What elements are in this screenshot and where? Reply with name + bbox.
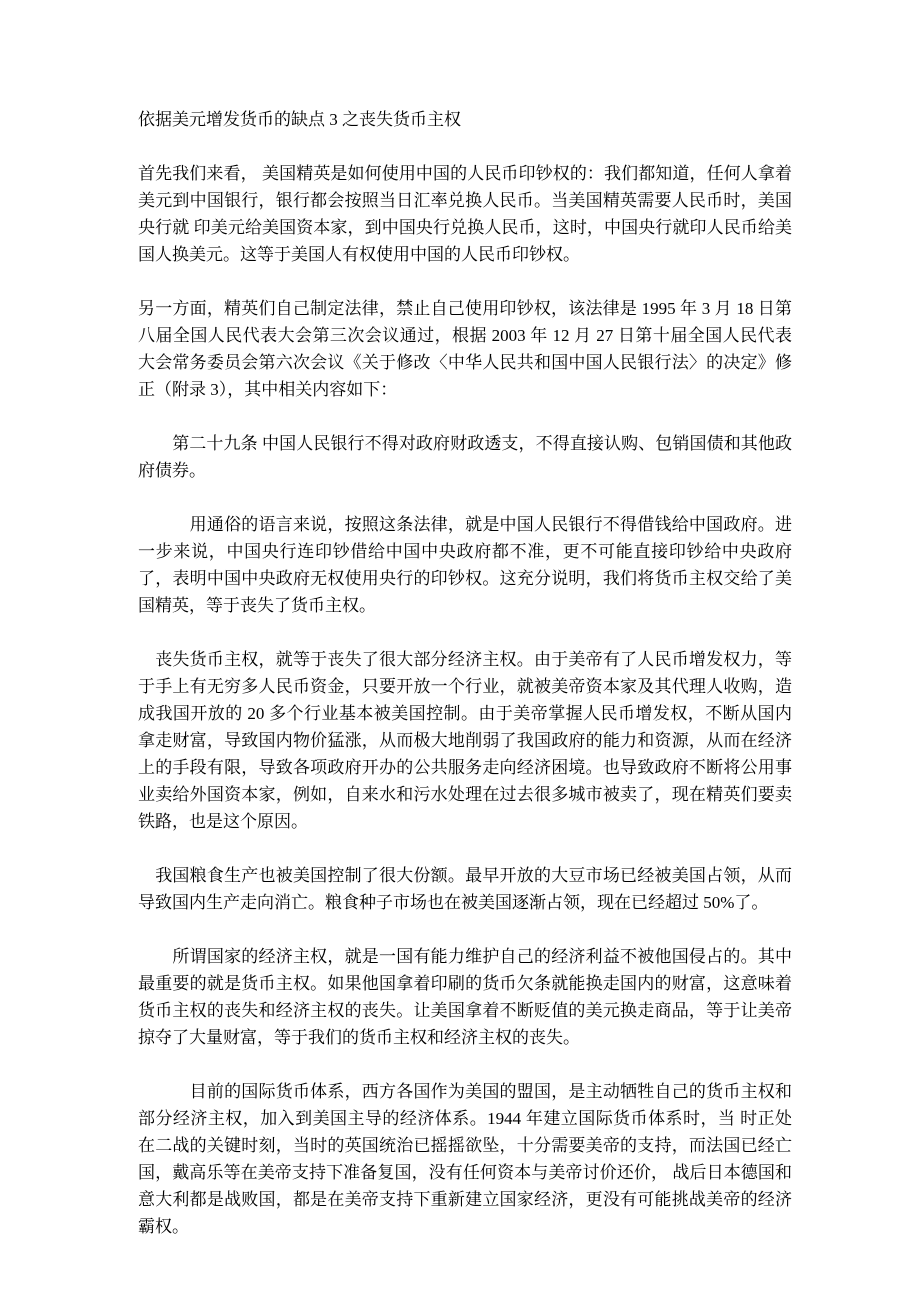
paragraph: 所谓国家的经济主权，就是一国有能力维护自己的经济利益不被他国侵占的。其中最重要的就是货币主权。如果他国拿着印刷的货币欠条就能换走国内的财富，这意味着 货币主权的丧失和经济主权的丧失。让美国拿着不断贬值的美元换走商品，等于让美帝掠夺了大量财富，等于我们的货币主权和经济主权的丧失。 bbox=[138, 947, 797, 1047]
paragraph: 另一方面，精英们自己制定法律，禁止自己使用印钞权，该法律是 1995 年 3 月 18 日第八届全国人民代表大会第三次会议通过，根据 2003 年 12 月 27 日第十届全国人民代表大会常务委员会第六次会议《关于修改〈中华人民共和国中国人民银行法〉的决定》修正（附录 3），其中相关内容如下： bbox=[138, 299, 792, 399]
paragraph: 我国粮食生产也被美国控制了很大份额。最早开放的大豆市场已经被美国占领，从而导致国内生产走向消亡。粮食种子市场也在被美国逐渐占领，现在已经超过 50%了。 bbox=[138, 866, 792, 912]
paragraph: 用通俗的语言来说，按照这条法律，就是中国人民银行不得借钱给中国政府。进一步来说，中国央行连印钞借给中国中央政府都不准，更不可能直接印钞给中央政府了，表明中国中央政府无权使用央行的印钞权。这充分说明，我们将货币主权交给了美国精英，等于丧失了货币主权。 bbox=[138, 515, 792, 615]
paragraph: 目前的国际货币体系，西方各国作为美国的盟国，是主动牺牲自己的货币主权和部分经济主权，加入到美国主导的经济体系。1944 年建立国际货币体系时，当 时正处在二战的关键时刻，当时的英国统治已摇摇欲坠，十分需要美帝的支持，而法国已经亡国，戴高乐等在美帝支持下准备复国，没有任何资本与美帝讨价还价， 战后日本德国和意大利都是战败国，都是在美帝支持下重新建立国家经济，更没有可能挑战美帝的经济霸权。 bbox=[138, 1082, 792, 1236]
paragraph: 首先我们来看， 美国精英是如何使用中国的人民币印钞权的：我们都知道，任何人拿着美元到中国银行，银行都会按照当日汇率兑换人民币。当美国精英需要人民币时，美国央行就 印美元给美国资本家，到中国央行兑换人民币，这时，中国央行就印人民币给美国人换美元。这等于美国人有权使用中国的人民币印钞权。 bbox=[138, 164, 792, 264]
paragraph: 第二十九条 中国人民银行不得对政府财政透支，不得直接认购、包销国债和其他政府债券。 bbox=[138, 434, 792, 480]
document-title: 依据美元增发货币的缺点 3 之丧失货币主权 bbox=[138, 110, 461, 129]
paragraph: 丧失货币主权，就等于丧失了很大部分经济主权。由于美帝有了人民币增发权力，等于手上有无穷多人民币资金，只要开放一个行业，就被美帝资本家及其代理人收购，造成我国开放的 20 多个行业基本被美国控制。由于美帝掌握人民币增发权，不断从国内拿走财富，导致国内物价猛涨，从而极大地削弱了我国政府的能力和资源，从而在经济上的手段有限，导致各项政府开办的公共服务走向经济困境。也导致政府不断将公用事业卖给外国资本家，例如，自来水和污水处理在过去很多城市被卖了，现在精英们要卖铁路，也是这个原因。 bbox=[138, 650, 792, 831]
